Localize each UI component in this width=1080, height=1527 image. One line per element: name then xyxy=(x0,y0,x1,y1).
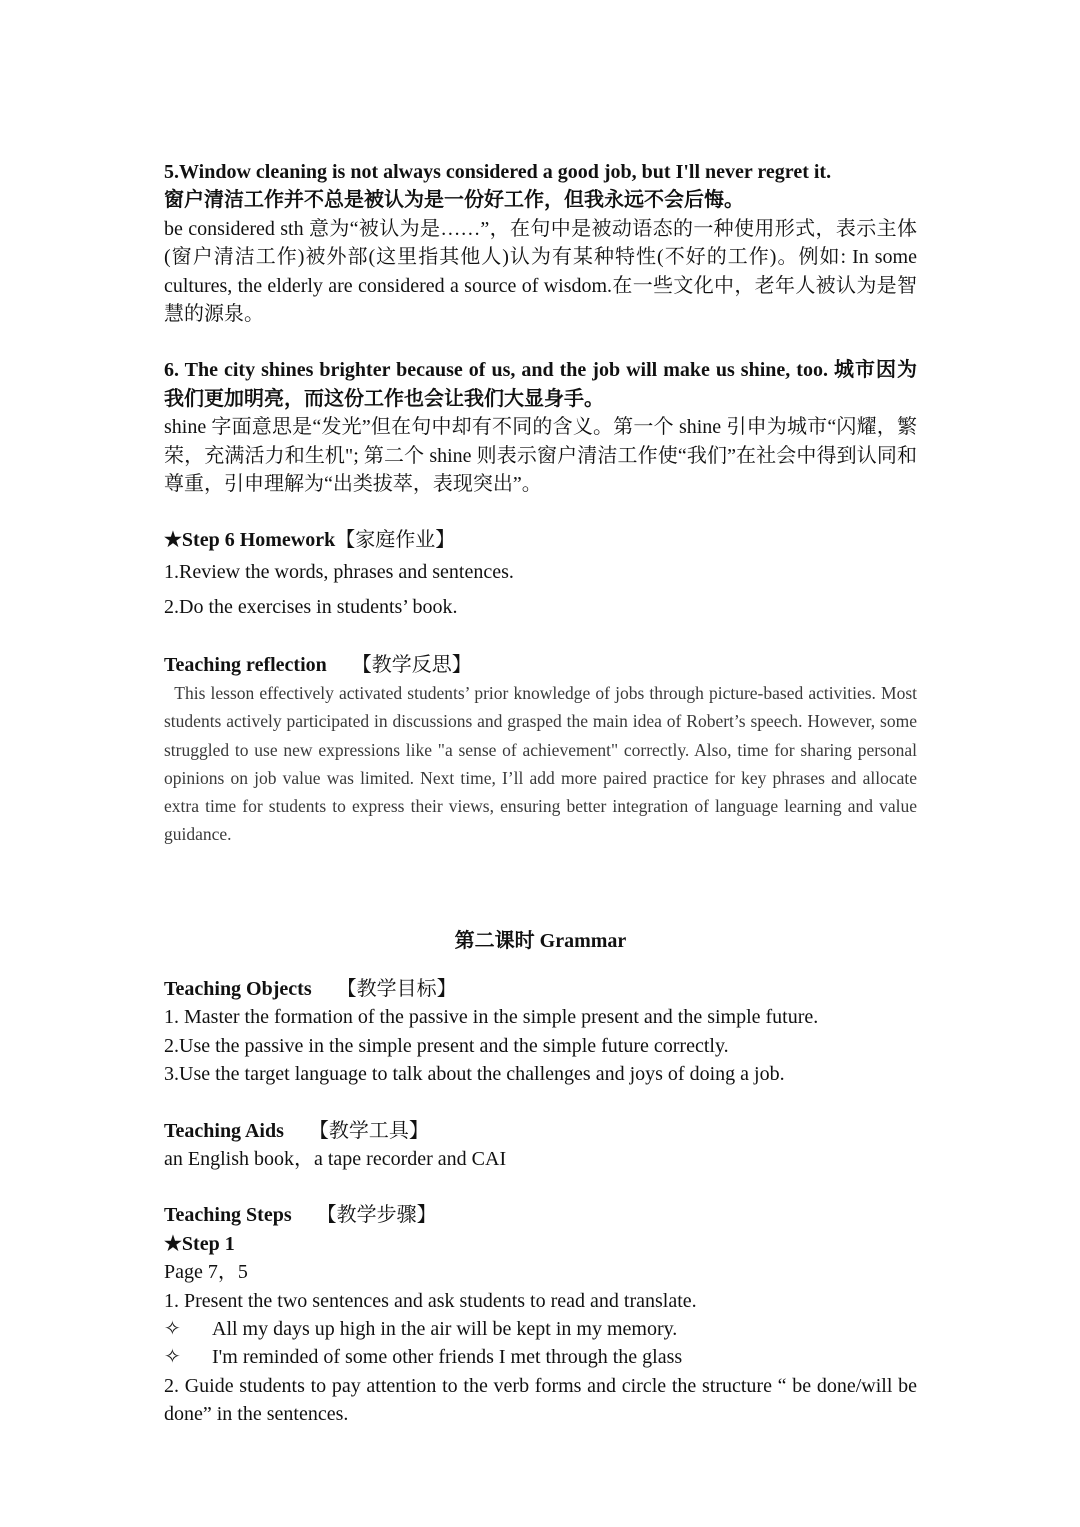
star-bullet-icon: ✧ xyxy=(164,1346,181,1369)
homework-heading-zh: 【家庭作业】 xyxy=(335,529,456,552)
homework-item-1: 1.Review the words, phrases and sentences. xyxy=(164,560,514,583)
sentence-6-title: 6. The city shines brighter because of us, and the job will make us shine, too. 城市因为我们更加明亮，而这份工作也会让我们大显身手。 xyxy=(164,359,917,410)
objective-1: 1. Master the formation of the passive in the simple present and the simple future. xyxy=(164,1006,819,1029)
aids-heading xyxy=(164,1117,917,1145)
aids-text: an English book，a tape recorder and CAI xyxy=(164,1147,507,1170)
aids-heading-en: Teaching Aids xyxy=(164,1119,284,1142)
document-page xyxy=(164,158,917,1429)
objective-3: 3.Use the target language to talk about the challenges and joys of doing a job. xyxy=(164,1063,785,1086)
steps-heading-zh: 【教学步骤】 xyxy=(316,1204,437,1227)
bullet-text: I'm reminded of some other friends I met through the glass xyxy=(212,1346,683,1369)
bullet-item xyxy=(164,1343,917,1371)
sentence-6-note: shine 字面意思是“发光”但在句中却有不同的含义。第一个 shine 引申为城市“闪耀，繁荣，充满活力和生机"; 第二个 shine 则表示窗户清洁工作使“我们”在社会中得到认同和尊重，引申理解为“出类拔萃，表现突出”。 xyxy=(164,416,917,496)
objects-heading-en: Teaching Objects xyxy=(164,977,312,1000)
objective-2: 2.Use the passive in the simple present and the simple future correctly. xyxy=(164,1034,729,1057)
sentence-5-note: be considered sth 意为“被认为是……”，在句中是被动语态的一种使用形式，表示主体(窗户清洁工作)被外部(这里指其他人)认为有某种特性(不好的工作)。例如: In some cultures, the elderly are considered a source of wisdom.在一些文化中，老年人被认为是智慧的源泉。 xyxy=(164,217,917,326)
reflection-heading-en: Teaching reflection xyxy=(164,653,327,676)
objects-heading xyxy=(164,975,917,1003)
step-1-item-2: 2. Guide students to pay attention to the verb forms and circle the structure “ be done/will be done” in the sentences. xyxy=(164,1374,917,1426)
reflection-text: This lesson effectively activated students’ prior knowledge of jobs through picture-based activities. Most students actively participated in discussions and grasped the main idea of Robert’s speech. However, some struggled to use new expressions like "a sense of achievement" correctly. Also, time for sharing personal opinions on job value was limited. Next time, I’ll add more paired practice for key phrases and allocate extra time for students to express their views, ensuring better integration of language learning and value guidance. xyxy=(164,683,918,845)
reflection-heading xyxy=(164,651,917,679)
steps-heading xyxy=(164,1201,917,1229)
bullet-text: All my days up high in the air will be kept in my memory. xyxy=(212,1317,678,1340)
bullet-item xyxy=(164,1315,917,1343)
sentence-5-english: 5.Window cleaning is not always considered a good job, but I'll never regret it. xyxy=(164,161,832,183)
star-bullet-icon: ✧ xyxy=(164,1317,181,1340)
page-reference: Page 7，5 xyxy=(164,1261,248,1284)
sentence-5-chinese: 窗户清洁工作并不总是被认为是一份好工作，但我永远不会后悔。 xyxy=(164,189,744,212)
reflection-heading-zh: 【教学反思】 xyxy=(351,653,472,676)
homework-heading xyxy=(164,526,917,554)
objects-heading-zh: 【教学目标】 xyxy=(336,977,457,1000)
step-1-item-1: 1. Present the two sentences and ask students to read and translate. xyxy=(164,1289,697,1312)
lesson-2-title: 第二课时 Grammar xyxy=(454,929,627,952)
homework-heading-en: ★Step 6 Homework xyxy=(164,529,336,552)
steps-heading-en: Teaching Steps xyxy=(164,1204,292,1227)
homework-item-2: 2.Do the exercises in students’ book. xyxy=(164,595,458,618)
aids-heading-zh: 【教学工具】 xyxy=(308,1119,429,1142)
step-1-heading: ★Step 1 xyxy=(164,1232,235,1255)
